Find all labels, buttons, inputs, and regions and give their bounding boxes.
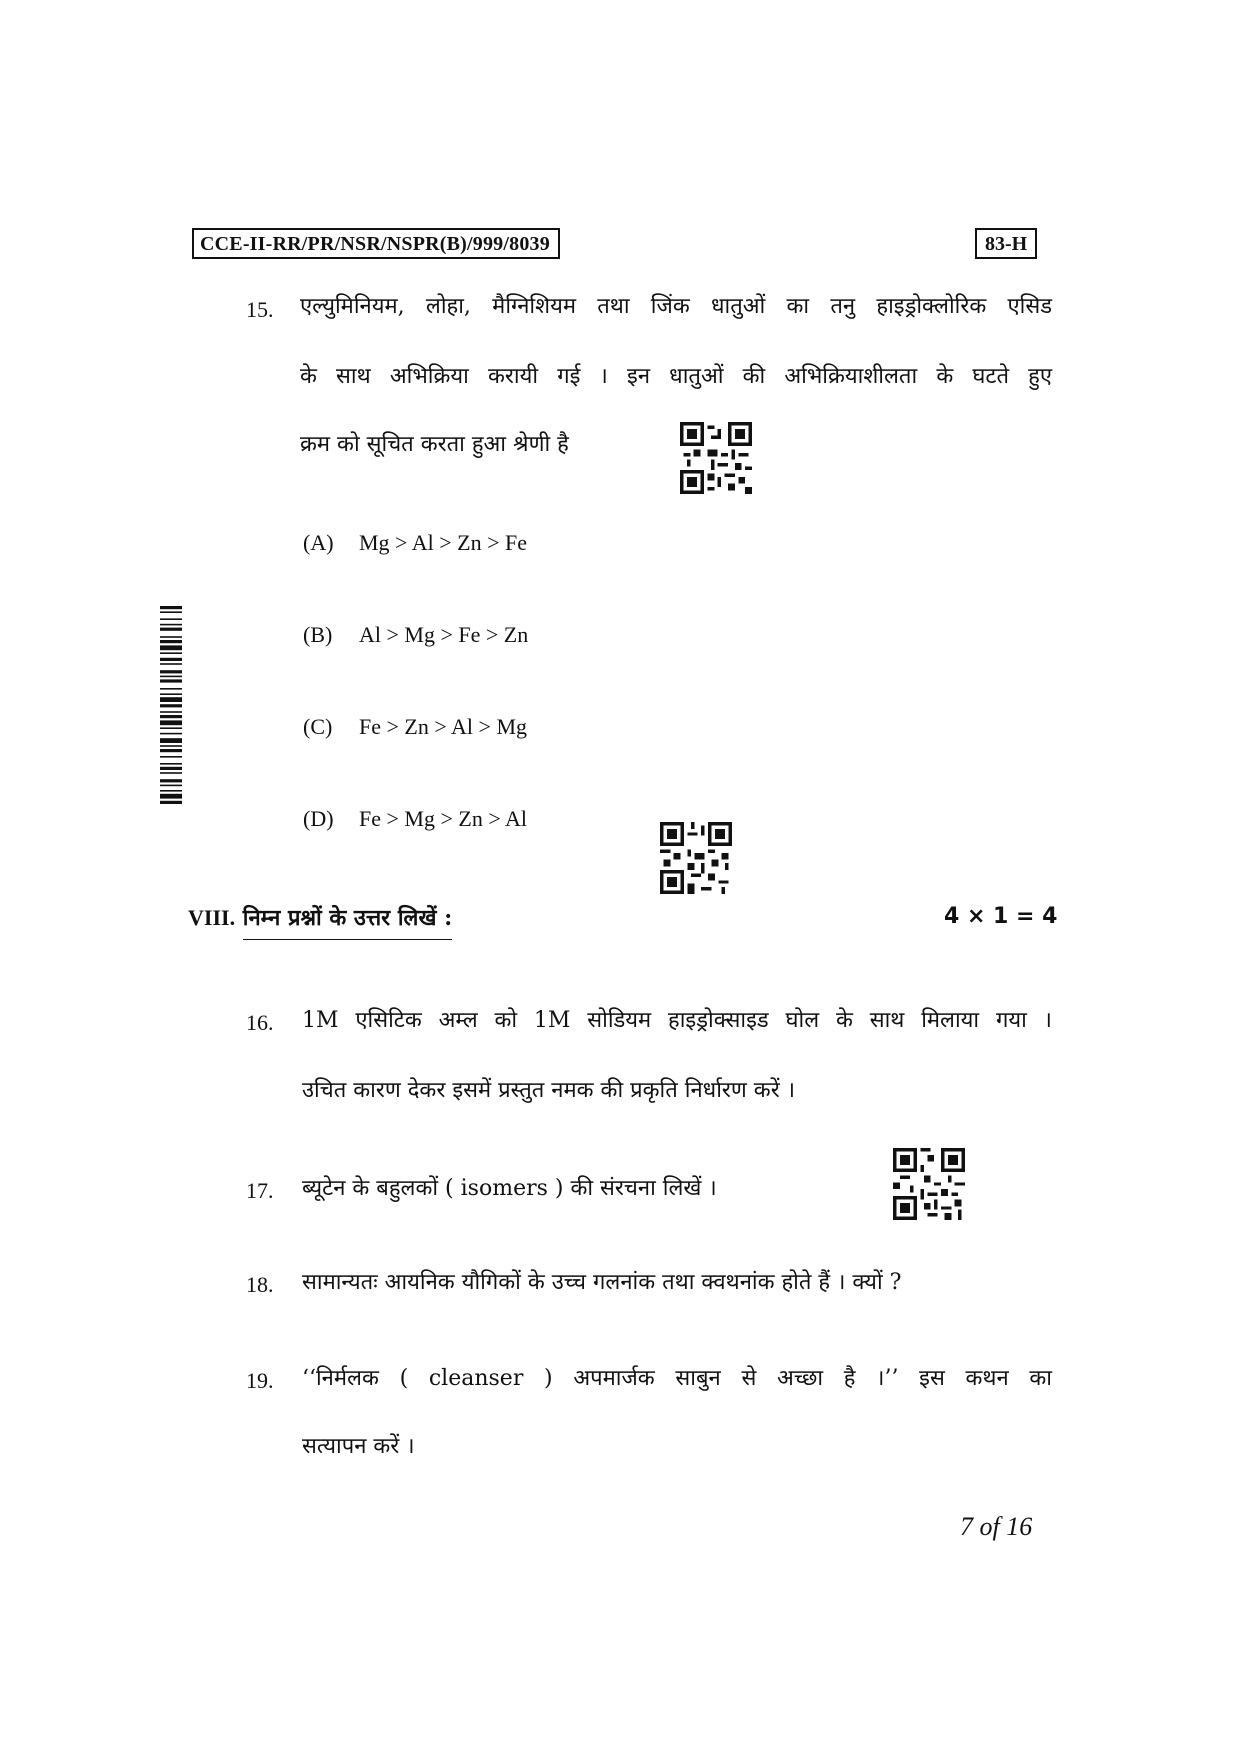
question-17-text: ब्यूटेन के बहुलकों ( isomers ) की संरचना लिखें । [302,1176,717,1201]
qr-code-icon [660,822,732,894]
question-15-line-3: क्रम को सूचित करता हुआ श्रेणी है [300,432,569,457]
qr-code-icon [680,422,752,494]
option-a-text: Mg > Al > Zn > Fe [359,530,528,555]
option-a-label: (A) [303,530,334,555]
qr-code-icon [893,1148,965,1220]
question-18-text: सामान्यतः आयनिक यौगिकों के उच्च गलनांक तथा क्वथनांक होते हैं । क्यों ? [302,1270,902,1295]
option-b-text: Al > Mg > Fe > Zn [359,622,529,647]
question-19-number: 19. [246,1368,274,1393]
option-d-label: (D) [303,806,334,831]
question-19-line-1: ‘‘निर्मलक ( cleanser ) अपमार्जक साबुन से अच्छा है ।’’ इस कथन का [302,1366,1052,1391]
option-c-text: Fe > Zn > Al > Mg [359,714,528,739]
question-15-number: 15. [246,297,274,322]
section-heading [188,902,452,932]
option-d-text: Fe > Mg > Zn > Al [359,806,528,831]
question-16-line-1: 1M एसिटिक अम्ल को 1M सोडियम हाइड्रोक्साइड घोल के साथ मिलाया गया । [302,1008,1052,1033]
section-number: VIII. [188,905,236,930]
paper-code: CCE-II-RR/PR/NSR/NSPR(B)/999/8039 [192,228,560,259]
question-19-line-2: सत्यापन करें । [302,1434,415,1459]
option-b-label: (B) [303,622,333,647]
option-c-label: (C) [303,714,333,739]
question-16-line-2: उचित कारण देकर इसमें प्रस्तुत नमक की प्रकृति निर्धारण करें । [302,1078,796,1103]
paper-id: 83-H [975,228,1037,259]
barcode-icon [160,606,182,966]
section-marks: 4 × 1 = 4 [944,904,1058,929]
section-title: निम्न प्रश्नों के उत्तर लिखें : [243,905,452,940]
question-15-line-2: के साथ अभिक्रिया करायी गई । इन धातुओं की अभिक्रियाशीलता के घटते हुए [300,364,1052,389]
question-16-number: 16. [246,1010,274,1035]
question-18-number: 18. [246,1272,274,1297]
question-17-number: 17. [246,1178,274,1203]
page-number: 7 of 16 [960,1512,1033,1541]
question-15-line-1: एल्युमिनियम, लोहा, मैग्निशियम तथा जिंक धातुओं का तनु हाइड्रोक्लोरिक एसिड [300,294,1052,319]
